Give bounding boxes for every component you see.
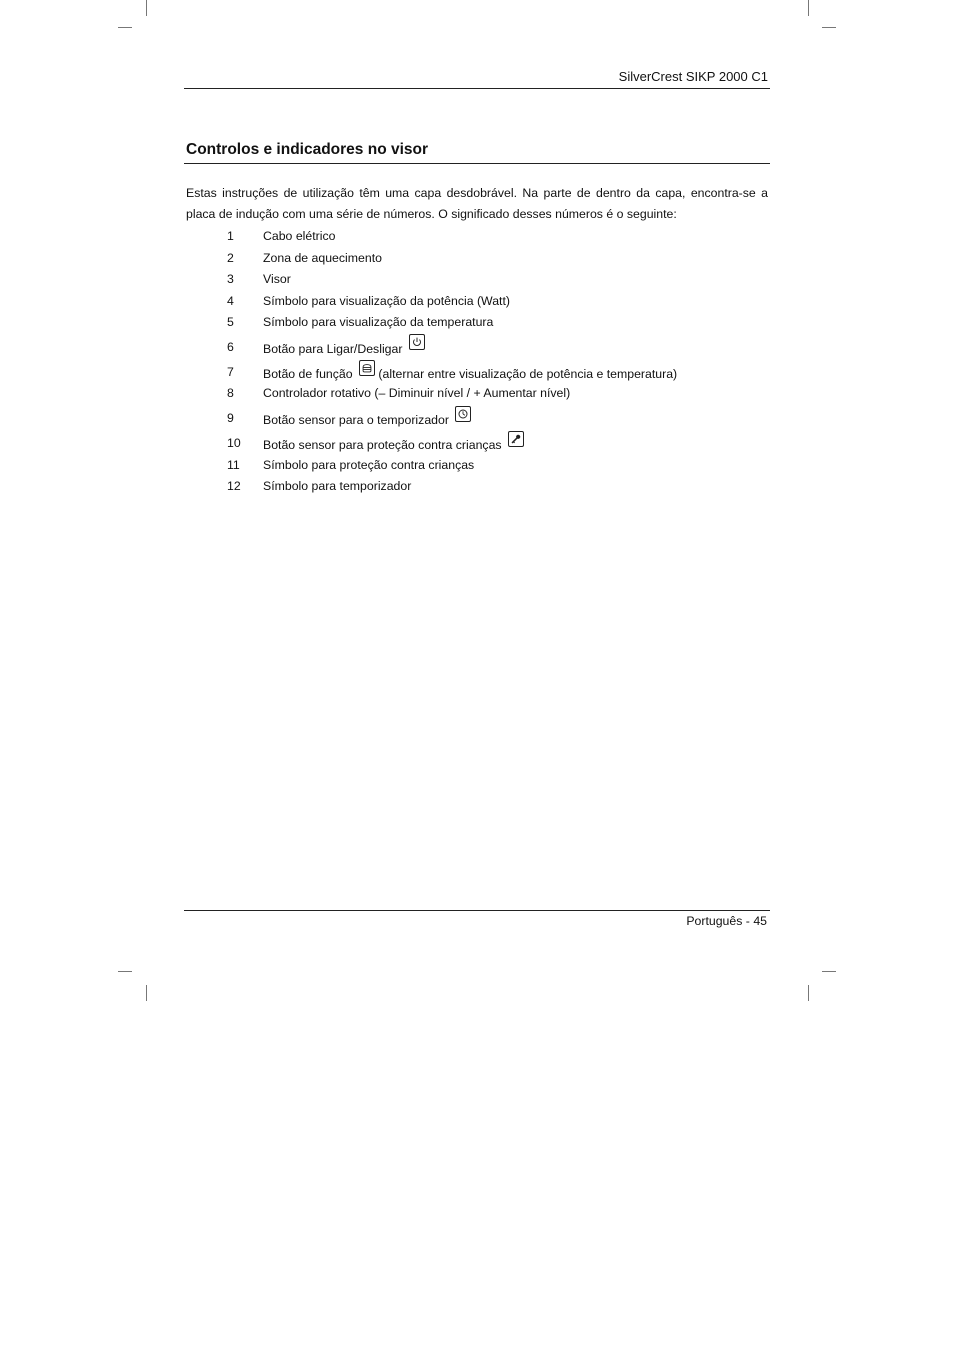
item-label: Símbolo para temporizador	[263, 479, 412, 493]
item-label-group	[263, 340, 425, 356]
item-number: 9	[227, 411, 234, 425]
item-label-group	[263, 411, 471, 427]
item-label: Símbolo para visualização da temperatura	[263, 315, 494, 329]
function-icon	[359, 360, 375, 376]
crop-mark	[808, 985, 809, 1001]
key-icon	[508, 431, 524, 447]
section-title: Controlos e indicadores no visor	[186, 141, 429, 158]
running-header: SilverCrest SIKP 2000 C1	[618, 69, 768, 84]
item-number: 7	[227, 365, 234, 379]
item-number: 10	[227, 436, 241, 450]
timer-icon	[455, 406, 471, 422]
item-label: Símbolo para proteção contra crianças	[263, 458, 475, 472]
item-label: Botão sensor para proteção contra crianças	[263, 438, 502, 452]
power-icon	[409, 334, 425, 350]
item-label: Zona de aquecimento	[263, 251, 382, 265]
item-number: 4	[227, 294, 234, 308]
item-suffix: (alternar entre visualização de potência e temperatura)	[378, 367, 678, 381]
item-number: 11	[227, 458, 240, 472]
item-number: 8	[227, 386, 234, 400]
item-number: 1	[227, 229, 234, 243]
item-number: 2	[227, 251, 234, 265]
item-label-group	[263, 365, 677, 381]
item-label: Botão sensor para o temporizador	[263, 413, 449, 427]
item-label: Visor	[263, 272, 291, 286]
item-label: Botão de função	[263, 367, 353, 381]
item-label: Controlador rotativo (– Diminuir nível / + Aumentar nível)	[263, 386, 571, 400]
crop-mark	[146, 0, 147, 16]
crop-mark	[822, 27, 836, 28]
footer-rule	[184, 910, 770, 911]
item-number: 12	[227, 479, 241, 493]
intro-paragraph: Estas instruções de utilização têm uma capa desdobrável. Na parte de dentro da capa, encontra-se a placa de indução com uma série de números. O significado desses números é o seguinte:	[186, 186, 768, 221]
crop-mark	[146, 985, 147, 1001]
header-rule	[184, 88, 770, 89]
crop-mark	[118, 971, 132, 972]
item-number: 3	[227, 272, 234, 286]
item-label: Símbolo para visualização da potência (Watt)	[263, 294, 510, 308]
section-rule	[184, 163, 770, 164]
item-label: Cabo elétrico	[263, 229, 336, 243]
item-number: 5	[227, 315, 234, 329]
page-number: Português - 45	[686, 914, 767, 928]
crop-mark	[808, 0, 809, 16]
item-label-group	[263, 436, 524, 452]
crop-mark	[118, 27, 132, 28]
item-label: Botão para Ligar/Desligar	[263, 342, 403, 356]
item-number: 6	[227, 340, 234, 354]
crop-mark	[822, 971, 836, 972]
